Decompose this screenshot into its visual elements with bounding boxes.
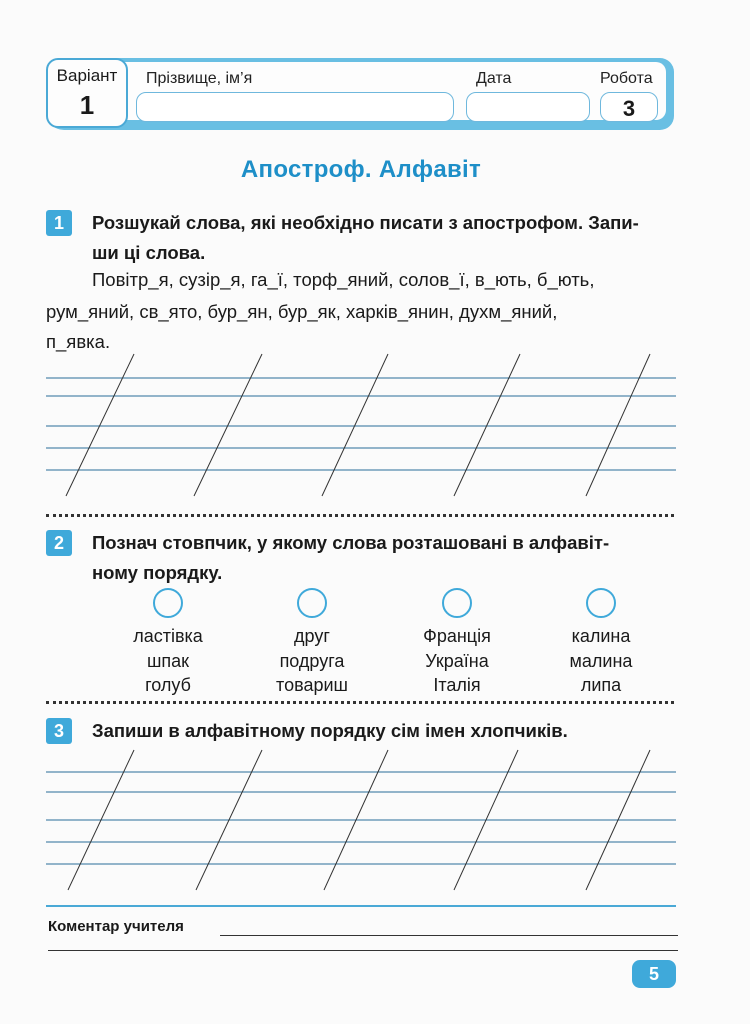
- task-1-instruction-line-1: Розшукай слова, які необхідно писати з апострофом. Запи-: [92, 212, 639, 233]
- work-number: 3: [622, 96, 636, 121]
- task-3-instruction: Запиши в алфавітному порядку сім імен хлопчиків.: [92, 720, 568, 741]
- writing-area-1[interactable]: [46, 350, 676, 500]
- footer-divider: [46, 905, 676, 907]
- variant-box: [46, 58, 128, 128]
- option-2-circle[interactable]: [297, 588, 327, 618]
- task-1-instruction-line-2: ши ці слова.: [92, 242, 206, 263]
- option-4-circle[interactable]: [586, 588, 616, 618]
- option-column-3: [392, 588, 522, 698]
- teacher-comment-line[interactable]: [220, 935, 678, 936]
- teacher-comment-label: Коментар учителя: [48, 918, 184, 935]
- option-column-2: [247, 588, 377, 698]
- writing-area-2[interactable]: [46, 746, 676, 892]
- task-1-words-line-2: рум_яний, св_ято, бур_ян, бур_як, харків_янин, духм_яний,: [46, 301, 558, 322]
- task-2-number: 2: [46, 530, 72, 556]
- variant-number: 1: [79, 90, 95, 120]
- option-3-word-2: Україна: [425, 650, 489, 671]
- option-column-4: [536, 588, 666, 698]
- task-1-words-line-1: Повітр_я, сузір_я, га_ї, торф_яний, солов_ї, в_ють, б_ють,: [92, 269, 595, 290]
- option-3-word-3: Італія: [433, 675, 481, 695]
- page-number: 5: [632, 960, 676, 988]
- option-1-word-3: голуб: [145, 675, 191, 695]
- work-number-box: [600, 92, 658, 122]
- separator-2: [46, 701, 674, 704]
- page-title: Апостроф. Алфавіт: [240, 156, 482, 183]
- option-2-word-2: подруга: [279, 650, 345, 671]
- name-label: Прізвище, ім’я: [146, 70, 253, 87]
- option-1-word-2: шпак: [146, 650, 190, 671]
- task-2-instruction-line-2: ному порядку.: [92, 562, 223, 583]
- task-3-number: 3: [46, 718, 72, 744]
- option-column-1: [103, 588, 233, 698]
- date-field[interactable]: [466, 92, 590, 122]
- option-4-word-2: малина: [569, 650, 633, 671]
- option-3-word-1: Франція: [423, 626, 491, 646]
- task-1-number: 1: [46, 210, 72, 236]
- task-2-instruction-line-1: Познач стовпчик, у якому слова розташовані в алфавіт-: [92, 532, 610, 553]
- date-label: Дата: [476, 70, 512, 87]
- option-3-circle[interactable]: [442, 588, 472, 618]
- task-1-words-line-3: п_явка.: [46, 331, 111, 352]
- name-field[interactable]: [136, 92, 454, 122]
- separator-1: [46, 514, 674, 517]
- teacher-comment-line-2[interactable]: [48, 950, 678, 951]
- option-4-word-1: калина: [571, 626, 631, 646]
- variant-label: Варіант: [56, 66, 118, 85]
- option-1-word-1: ластівка: [133, 626, 203, 646]
- option-1-circle[interactable]: [153, 588, 183, 618]
- option-4-word-3: липа: [580, 675, 622, 695]
- work-label: Робота: [600, 70, 653, 87]
- option-2-word-1: друг: [294, 626, 330, 646]
- option-2-word-3: товариш: [276, 675, 348, 695]
